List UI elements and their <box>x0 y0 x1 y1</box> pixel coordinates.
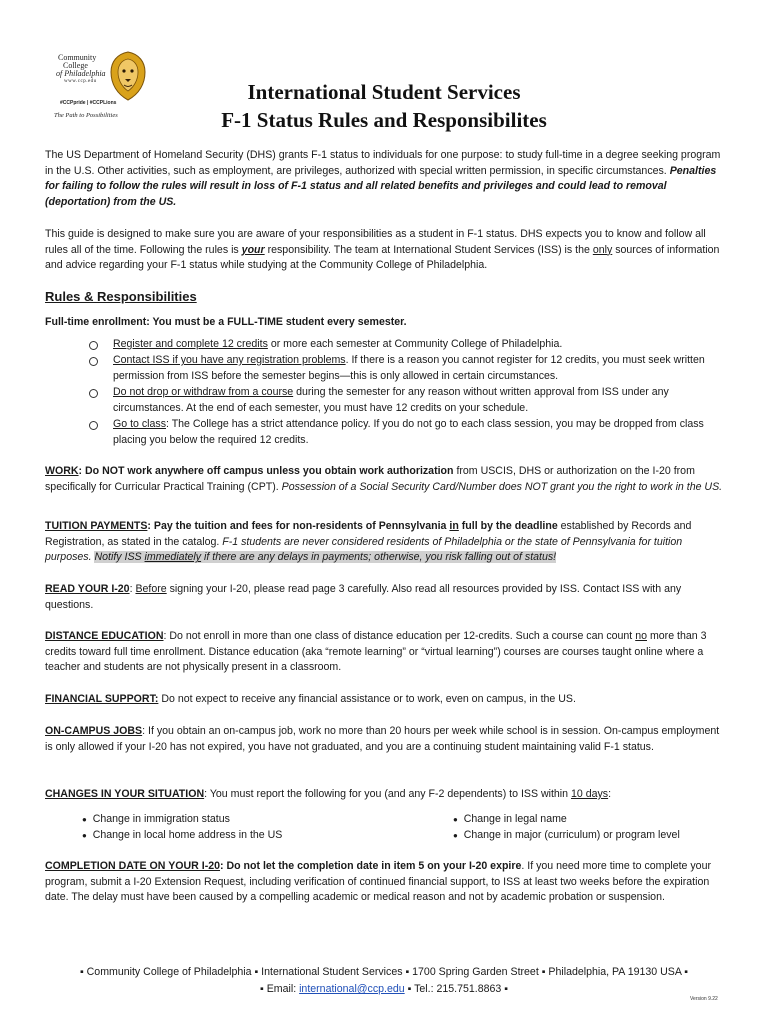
change-item: Change in legal name <box>463 813 567 825</box>
oncampus-text: : If you obtain an on-campus job, work no more than 20 hours per week while school is in session. On-campus employment is only allowed if your I-20 has not expired, you have not graduated, and you are a continuing student maintaining valid F-1 status. <box>45 725 720 753</box>
distance-label: DISTANCE EDUCATION <box>45 630 164 642</box>
email-label: ▪ Email: <box>260 983 300 995</box>
rule-item <box>113 337 723 353</box>
rule-item <box>113 385 723 416</box>
tuition-highlight <box>94 551 556 563</box>
tuition-immediately: immediately <box>144 551 202 564</box>
telephone: ▪ Tel.: 215.751.8863 ▪ <box>404 983 508 995</box>
emphasis-only: only <box>592 243 613 256</box>
list-item <box>453 828 680 844</box>
intro-paragraph-2 <box>45 227 725 274</box>
footer-address: ▪ Community College of Philadelphia ▪ International Student Services ▪ 1700 Spring Garden Street ▪ Philadelphia, PA 19130 USA ▪ <box>79 966 689 978</box>
tuition-label: TUITION PAYMENTS <box>45 520 148 532</box>
logo-line-1: Community <box>58 53 97 62</box>
oncampus-section <box>45 724 725 755</box>
list-item <box>82 812 230 828</box>
fulltime-rule: Full-time enrollment: You must be a FULL-TIME student every semester. <box>45 316 407 328</box>
rules-section <box>45 289 725 305</box>
completion-text: . If you need more time to complete your program, submit a I-20 Extension Request, including verification of continued financial support, to ISS at least two weeks before the expiration date. The delay must have been caused by a compelling academic or medical reason and not by academic probation or suspension. <box>45 860 711 904</box>
rule-item-text: . If there is a reason you cannot register for 12 credits, you must seek written permission from ISS before the semester begins—this is only allowed in certain circumstances. <box>113 354 705 382</box>
oncampus-label: ON-CAMPUS JOBS <box>45 725 143 737</box>
read-i20-section <box>45 582 725 613</box>
distance-section <box>45 629 725 676</box>
intro-text: This guide is designed to make sure you are aware of your responsibilities as a student in F-1 status. DHS expects you to know and follow all rules all of the time. Following the rules is <box>45 228 706 256</box>
intro-text: responsibility. The team at International Student Services (ISS) is the <box>264 243 593 256</box>
completion-section <box>45 859 725 906</box>
tuition-rule-deadline: full by the deadline <box>458 520 558 532</box>
penalty-warning: Penalties for failing to follow the rules will result in loss of F-1 status and all related benefits and privileges and could lead to removal (deportation) from the US. <box>45 164 717 208</box>
rule-item-key: Register and complete 12 credits <box>113 338 268 350</box>
bullet-ring-icon <box>89 421 98 430</box>
bullet-icon: ● <box>82 815 87 824</box>
logo-url: www.ccp.edu <box>64 79 97 84</box>
read-i20-text: signing your I-20, please read page 3 carefully. Also read all resources provided by ISS. Contact ISS with any questions. <box>45 583 682 611</box>
tuition-rule-in: in <box>449 520 459 532</box>
tuition-note: F-1 students are never considered residents of Philadelphia or the state of Pennsylvania for tuition purposes. <box>45 535 683 564</box>
intro-text: sources of information and advice regarding your F-1 status while studying at the Community College of Philadelphia. <box>45 243 720 272</box>
bullet-icon: ● <box>453 815 458 824</box>
bullet-ring-icon <box>89 341 98 350</box>
email-link[interactable]: international@ccp.edu <box>299 983 405 995</box>
page-title: International Student Services <box>247 80 521 104</box>
work-note: Possession of a Social Security Card/Number does NOT grant you the right to work in the US. <box>281 480 723 493</box>
rule-item-text: : The College has a strict attendance policy. If you do not go to each class session, you may be dropped from class placing you below the required 12 credits. <box>113 418 704 446</box>
bullet-icon: ● <box>453 831 458 840</box>
changes-label: CHANGES IN YOUR SITUATION <box>45 788 205 800</box>
completion-rule: : Do not let the completion date in item 5 on your I-20 expire <box>220 860 522 872</box>
changes-end: : <box>608 788 612 800</box>
rule-item-key: Contact ISS if you have any registration problems <box>113 354 346 366</box>
work-label: WORK <box>45 465 79 477</box>
logo-tagline: The Path to Possibilities <box>54 112 118 119</box>
emphasis-no: no <box>635 630 647 642</box>
rule-item <box>113 417 723 448</box>
emphasis-before: Before <box>135 583 167 595</box>
rule-item-text: or more each semester at Community College of Philadelphia. <box>267 338 563 350</box>
bullet-icon: ● <box>82 831 87 840</box>
changes-text: : You must report the following for you (and any F-2 dependents) to ISS within <box>204 788 571 800</box>
rule-item-key: Go to class <box>113 418 166 430</box>
logo-line-3: of Philadelphia <box>56 69 106 78</box>
logo-hashtags: #CCPpride | #CCPLions <box>60 100 117 106</box>
change-item: Change in major (curriculum) or program level <box>463 829 680 841</box>
logo-line-2: College <box>63 61 88 70</box>
changes-section <box>45 787 725 803</box>
intro-text: The US Department of Homeland Security (DHS) grants F-1 status to individuals for one purpose: to study full-time in a degree seeking program in the U.S. Other activities, such as employment, are privileges, authorized with special written permission, in specific circumstances. <box>45 149 721 177</box>
work-section <box>45 464 725 495</box>
rule-item-text: during the semester for any reason without written approval from ISS under any circumstances. At the end of each semester, you must have 12 credits on your schedule. <box>113 386 669 414</box>
financial-text: Do not expect to receive any financial assistance or to work, even on campus, in the US. <box>158 693 576 705</box>
list-item <box>82 828 282 844</box>
footer-contact <box>0 982 768 998</box>
read-i20-label: READ YOUR I-20 <box>45 583 130 595</box>
tuition-highlight-text: if there are any delays in payments; otherwise, you risk falling out of status! <box>201 551 557 564</box>
intro-paragraph-1 <box>45 148 725 210</box>
bullet-ring-icon <box>89 389 98 398</box>
distance-text: : Do not enroll in more than one class of distance education per 12-credits. Such a course can count <box>163 630 636 642</box>
rule-item <box>113 353 723 384</box>
list-item <box>453 812 567 828</box>
page-subtitle: F-1 Status Rules and Responsibilites <box>221 108 547 132</box>
change-item: Change in local home address in the US <box>92 829 283 841</box>
emphasis-your: your <box>241 243 265 256</box>
completion-label: COMPLETION DATE ON YOUR I-20 <box>45 860 221 872</box>
changes-days: 10 days <box>571 788 609 800</box>
work-text: from USCIS, DHS or authorization on the I-20 from specifically for Curricular Practical Training (CPT). <box>45 465 695 493</box>
distance-text: more than 3 credits toward full time enrollment. Distance education (aka “remote learning” or “virtual learning”) courses are courses taught online where a teacher and students are not physically present in a classroom. <box>45 630 707 674</box>
rule-item-key: Do not drop or withdraw from a course <box>113 386 294 398</box>
financial-section <box>45 692 725 708</box>
work-rule: : Do NOT work anywhere off campus unless you obtain work authorization <box>78 465 454 477</box>
tuition-section <box>45 519 725 566</box>
tuition-rule: : Pay the tuition and fees for non-residents of Pennsylvania <box>147 520 450 532</box>
change-item: Change in immigration status <box>92 813 230 825</box>
rules-heading: Rules & Responsibilities <box>45 289 197 304</box>
tuition-text: established by Records and Registration, as stated in the catalog. <box>45 520 692 548</box>
version-label: Version 9.22 <box>690 996 718 1002</box>
bullet-ring-icon <box>89 357 98 366</box>
separator: : <box>129 583 136 595</box>
financial-label: FINANCIAL SUPPORT: <box>45 693 159 705</box>
tuition-highlight-text: Notify ISS <box>94 551 145 564</box>
